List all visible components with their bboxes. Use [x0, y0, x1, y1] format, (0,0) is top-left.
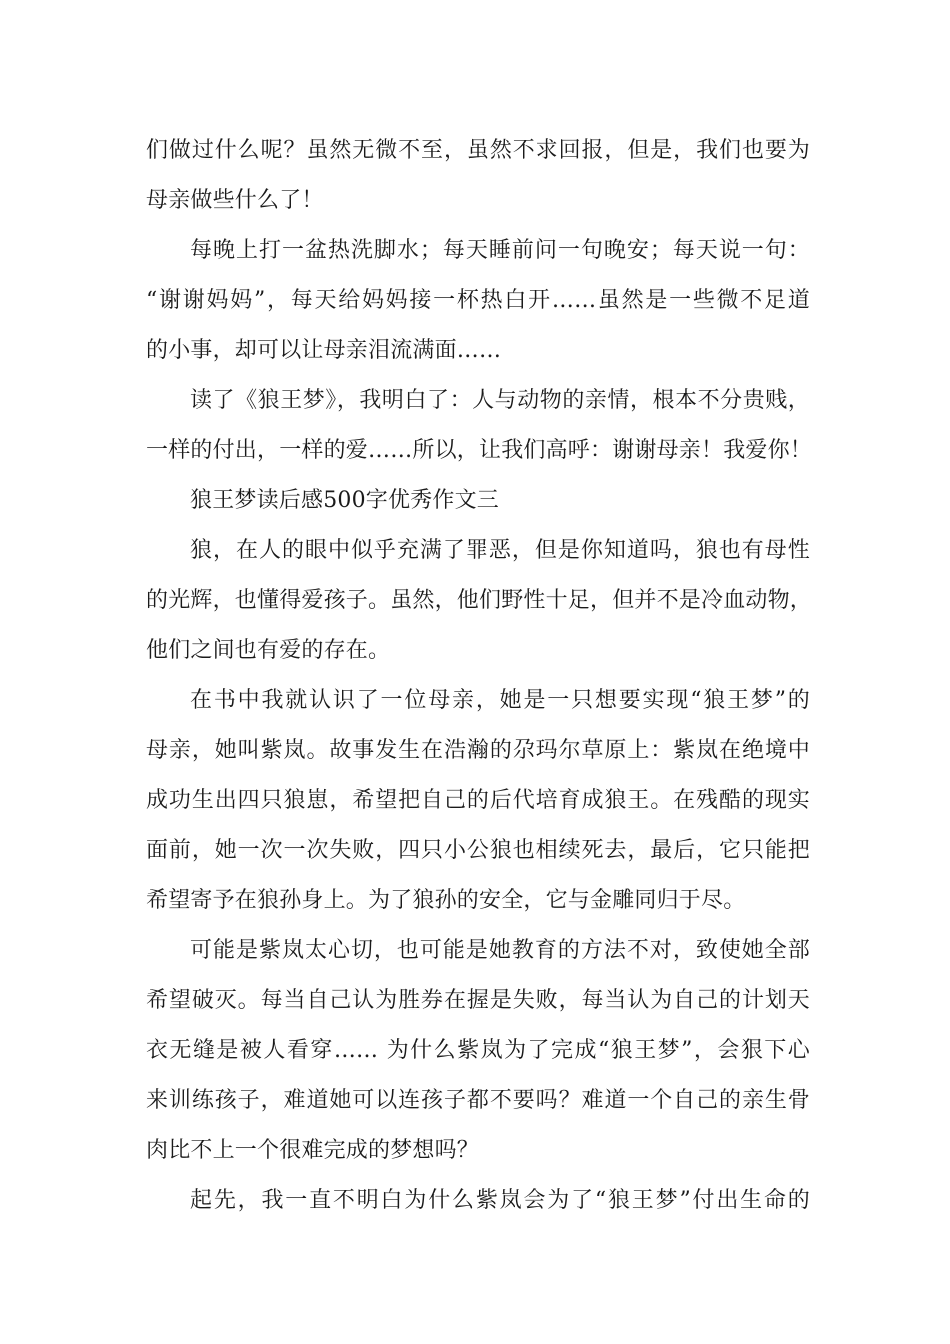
text-line: 母亲，她叫紫岚。故事发生在浩瀚的尕玛尔草原上：紫岚在绝境中 [146, 738, 810, 763]
text-line: 衣无缝是被人看穿…… 为什么紫岚为了完成“狼王梦”，会狠下心 [146, 1038, 810, 1063]
text-line: 希望寄予在狼孙身上。为了狼孙的安全，它与金雕同归于尽。 [146, 888, 746, 913]
text-line: 的小事，却可以让母亲泪流满面…… [146, 338, 502, 363]
text-line: 母亲做些什么了！ [146, 188, 324, 213]
text-line: “谢谢妈妈”，每天给妈妈接一杯热白开……虽然是一些微不足道 [146, 288, 810, 313]
text-line: 起先，我一直不明白为什么紫岚会为了“狼王梦”付出生命的 [190, 1188, 810, 1213]
text-line: 狼，在人的眼中似乎充满了罪恶，但是你知道吗，狼也有母性 [190, 538, 810, 563]
text-line: 来训练孩子，难道她可以连孩子都不要吗？难道一个自己的亲生骨 [146, 1088, 810, 1113]
text-line: 他们之间也有爱的存在。 [146, 638, 391, 663]
section-heading: 狼王梦读后感500字优秀作文三 [190, 488, 499, 513]
text-line: 们做过什么呢？虽然无微不至，虽然不求回报，但是，我们也要为 [146, 138, 810, 163]
text-line: 的光辉，也懂得爱孩子。虽然，他们野性十足，但并不是冷血动物， [146, 588, 813, 613]
text-line: 可能是紫岚太心切，也可能是她教育的方法不对，致使她全部 [190, 938, 810, 963]
text-line: 一样的付出，一样的爱……所以，让我们高呼：谢谢母亲！我爱你！ [146, 438, 813, 463]
text-line: 读了《狼王梦》，我明白了：人与动物的亲情，根本不分贵贱， [190, 388, 810, 413]
text-line: 每晚上打一盆热洗脚水；每天睡前问一句晚安；每天说一句： [190, 238, 810, 263]
text-line: 成功生出四只狼崽，希望把自己的后代培育成狼王。在残酷的现实 [146, 788, 810, 813]
text-line: 希望破灭。每当自己认为胜券在握是失败，每当认为自己的计划天 [146, 988, 810, 1013]
text-line: 在书中我就认识了一位母亲，她是一只想要实现“狼王梦”的 [190, 688, 810, 713]
text-line: 面前，她一次一次失败，四只小公狼也相续死去，最后，它只能把 [146, 838, 810, 863]
text-line: 肉比不上一个很难完成的梦想吗？ [146, 1138, 480, 1163]
